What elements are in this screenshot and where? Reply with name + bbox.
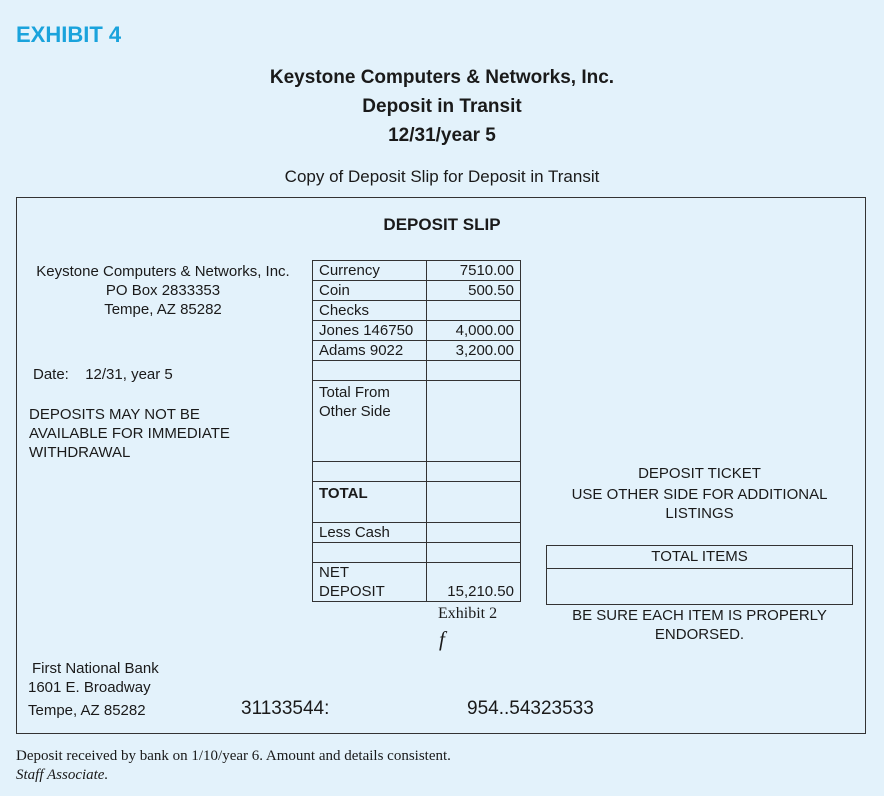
company-title: Keystone Computers & Networks, Inc. bbox=[269, 67, 615, 88]
check-jones-value: 4,000.00 bbox=[427, 321, 521, 341]
blank-value bbox=[427, 462, 521, 482]
total-items-box bbox=[546, 545, 853, 605]
total-other-side-label bbox=[313, 381, 427, 462]
total-other-side-value bbox=[427, 381, 521, 462]
blank-value bbox=[427, 361, 521, 381]
total-value bbox=[427, 482, 521, 523]
ticket-line: USE OTHER SIDE FOR ADDITIONAL bbox=[571, 486, 828, 503]
bank-address-1: 1601 E. Broadway bbox=[28, 679, 151, 696]
routing-number: 31133544: bbox=[241, 698, 330, 719]
check-adams-value: 3,200.00 bbox=[427, 341, 521, 361]
amounts-table bbox=[312, 260, 521, 602]
notice-line: DEPOSITS MAY NOT BE bbox=[29, 406, 200, 423]
total-items-label: TOTAL ITEMS bbox=[547, 546, 852, 569]
depositor-address-2: Tempe, AZ 85282 bbox=[104, 301, 222, 318]
table-row bbox=[313, 321, 521, 341]
total-other-side-line-2: Other Side bbox=[319, 403, 391, 420]
table-row bbox=[313, 281, 521, 301]
table-row bbox=[313, 301, 521, 321]
table-row bbox=[313, 563, 521, 602]
coin-label: Coin bbox=[313, 281, 427, 301]
endorse-line: BE SURE EACH ITEM IS PROPERLY bbox=[572, 607, 827, 624]
table-row bbox=[313, 381, 521, 462]
check-jones-label: Jones 146750 bbox=[313, 321, 427, 341]
blank-value bbox=[427, 543, 521, 563]
table-row bbox=[313, 261, 521, 281]
endorsement-notice bbox=[546, 606, 853, 644]
date-value: 12/31, year 5 bbox=[85, 366, 173, 383]
table-row bbox=[313, 462, 521, 482]
table-row bbox=[313, 361, 521, 381]
subtitle: Copy of Deposit Slip for Deposit in Transit bbox=[284, 167, 600, 186]
blank-label bbox=[313, 361, 427, 381]
less-cash-value bbox=[427, 523, 521, 543]
check-adams-label: Adams 9022 bbox=[313, 341, 427, 361]
currency-label: Currency bbox=[313, 261, 427, 281]
checks-value bbox=[427, 301, 521, 321]
table-row bbox=[313, 482, 521, 523]
footer-note: Deposit received by bank on 1/10/year 6. Amount and details consistent. bbox=[16, 748, 451, 764]
blank-label bbox=[313, 543, 427, 563]
notice-line: WITHDRAWAL bbox=[29, 444, 131, 461]
date-line bbox=[33, 365, 173, 384]
account-number: 954..54323533 bbox=[467, 698, 594, 719]
bank-name: First National Bank bbox=[32, 660, 159, 677]
endorse-line: ENDORSED. bbox=[654, 626, 745, 643]
currency-value: 7510.00 bbox=[427, 261, 521, 281]
total-label: TOTAL bbox=[313, 482, 427, 523]
coin-value: 500.50 bbox=[427, 281, 521, 301]
net-deposit-value: 15,210.50 bbox=[427, 563, 521, 602]
footing-tickmark: f bbox=[439, 627, 445, 651]
less-cash-label: Less Cash bbox=[313, 523, 427, 543]
table-row bbox=[313, 543, 521, 563]
table-row bbox=[313, 341, 521, 361]
checks-label: Checks bbox=[313, 301, 427, 321]
exhibit-title: EXHIBIT 4 bbox=[16, 22, 122, 47]
net-deposit-label bbox=[313, 563, 427, 602]
net-deposit-line-2: DEPOSIT bbox=[319, 583, 385, 600]
depositor-name: Keystone Computers & Networks, Inc. bbox=[36, 263, 290, 280]
table-row bbox=[313, 523, 521, 543]
deposit-ticket-block bbox=[546, 464, 853, 523]
notice-line: AVAILABLE FOR IMMEDIATE bbox=[29, 425, 230, 442]
net-deposit-line-1: NET bbox=[319, 564, 349, 581]
depositor-block bbox=[21, 262, 305, 319]
total-other-side-line-1: Total From bbox=[319, 384, 390, 401]
bank-address-2: Tempe, AZ 85282 bbox=[28, 702, 146, 719]
blank-label bbox=[313, 462, 427, 482]
tickmark-reference: Exhibit 2 bbox=[438, 605, 498, 622]
document-date: 12/31/year 5 bbox=[388, 125, 496, 146]
slip-title: DEPOSIT SLIP bbox=[383, 215, 501, 234]
date-label: Date: bbox=[33, 366, 69, 383]
depositor-address-1: PO Box 2833353 bbox=[105, 282, 221, 299]
deposit-slip bbox=[16, 197, 866, 734]
footer-signer: Staff Associate. bbox=[16, 767, 109, 783]
document-title: Deposit in Transit bbox=[362, 96, 522, 117]
ticket-line: LISTINGS bbox=[665, 505, 734, 522]
ticket-line: DEPOSIT TICKET bbox=[638, 465, 761, 482]
availability-notice bbox=[29, 405, 230, 462]
